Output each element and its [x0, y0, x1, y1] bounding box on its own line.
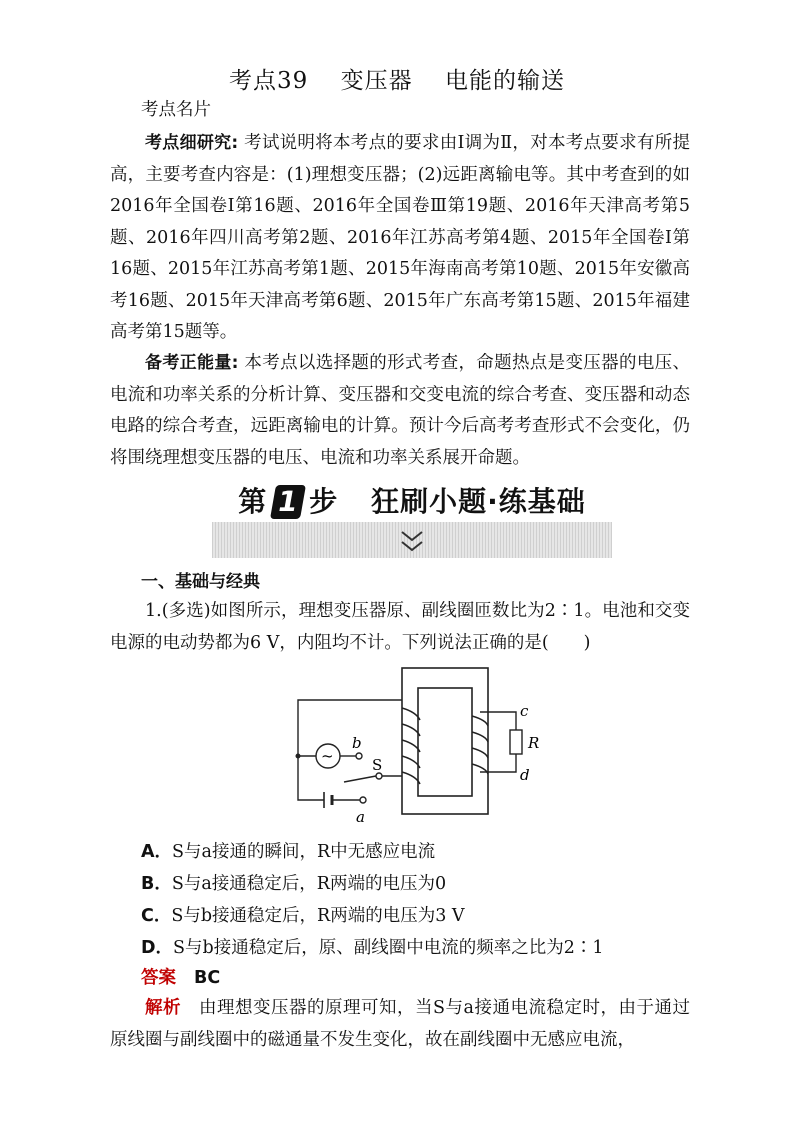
option-d [141, 934, 604, 959]
research-label: 考点细研究: [145, 133, 239, 153]
resistor [510, 730, 522, 754]
double-chevron-down-icon [398, 528, 426, 556]
answer-value: BC [194, 968, 221, 988]
banner-suffix: 步 [309, 485, 339, 518]
label-s: S [372, 756, 383, 774]
option-key: B． [141, 874, 172, 894]
core-inner [418, 688, 472, 796]
analysis-label: 解析 [145, 998, 182, 1018]
energy-text: 本考点以选择题的形式考查，命题热点是变压器的电压、电流和功率关系的分析计算、变压器和交变电流的综合考查、变压器和动态电路的综合考查，远距离输电的计算。预计今后高考考查形式不会变化，仍将围绕理想变压器的电压、电流和功率关系展开命题。 [110, 353, 690, 468]
option-a [141, 838, 435, 863]
banner-title-row [212, 480, 612, 520]
option-text: S与b接通稳定后，R两端的电压为3 V [171, 906, 465, 926]
banner-title: 狂刷小题·练基础 [371, 485, 586, 518]
option-key: D． [141, 938, 174, 958]
topic-code: 考点39 [229, 68, 309, 94]
option-key: A． [141, 842, 173, 862]
analysis-paragraph [110, 993, 690, 1056]
label-d: d [520, 766, 530, 784]
option-key: C． [141, 906, 172, 926]
answer-row [141, 964, 220, 989]
analysis-text: 由理想变压器的原理可知，当S与a接通电流稳定时，由于通过原线圈与副线圈中的磁通量不发生变化，故在副线圈中无感应电流， [110, 998, 691, 1050]
answer-label: 答案 [141, 968, 176, 988]
research-paragraph [110, 128, 690, 349]
section-heading: 一、基础与经典 [141, 572, 260, 592]
topic-name-1: 变压器 [340, 68, 413, 94]
label-c: c [520, 702, 529, 720]
page-title [0, 62, 794, 95]
option-text: S与a接通的瞬间，R中无感应电流 [172, 842, 436, 862]
step-number-badge: 1 [270, 485, 306, 519]
core-outer [402, 668, 488, 814]
label-r: R [528, 734, 540, 752]
section-label: 考点名片 [141, 100, 211, 120]
topic-name-2: 电能的输送 [444, 68, 565, 94]
option-b [141, 870, 446, 895]
banner-prefix: 第 [238, 485, 268, 518]
question-text: 1.(多选)如图所示，理想变压器原、副线圈匝数比为2∶1。电池和交变电源的电动势都为6 V，内阻均不计。下列说法正确的是( ) [110, 601, 690, 653]
secondary-coil [472, 716, 488, 774]
energy-label: 备考正能量: [145, 353, 239, 373]
energy-paragraph [110, 348, 690, 474]
option-text: S与a接通稳定后，R两端的电压为0 [171, 874, 447, 894]
switch [344, 776, 376, 782]
circuit-diagram [290, 664, 550, 826]
label-a: a [356, 808, 365, 826]
option-text: S与b接通稳定后，原、副线圈中电流的频率之比为2∶1 [173, 938, 604, 958]
step-banner [212, 480, 612, 558]
label-b: b [352, 734, 362, 752]
research-text: 考试说明将本考点的要求由Ⅰ调为Ⅱ，对本考点要求有所提高，主要考查内容是：(1)理想变压器；(2)远距离输电等。其中考查到的如2016年全国卷Ⅰ第16题、2016年全国卷Ⅲ第19题、2016年天津高考第5题、2016年四川高考第2题、2016年江苏高考第4题、2015年全国卷Ⅰ第16题、2015年江苏高考第1题、2015年海南高考第10题、2015年安徽高考16题、2015年天津高考第6题、2015年广东高考第15题、2015年福建高考第15题等。 [110, 133, 690, 342]
ac-symbol: ~ [321, 747, 334, 765]
option-c [141, 902, 465, 927]
